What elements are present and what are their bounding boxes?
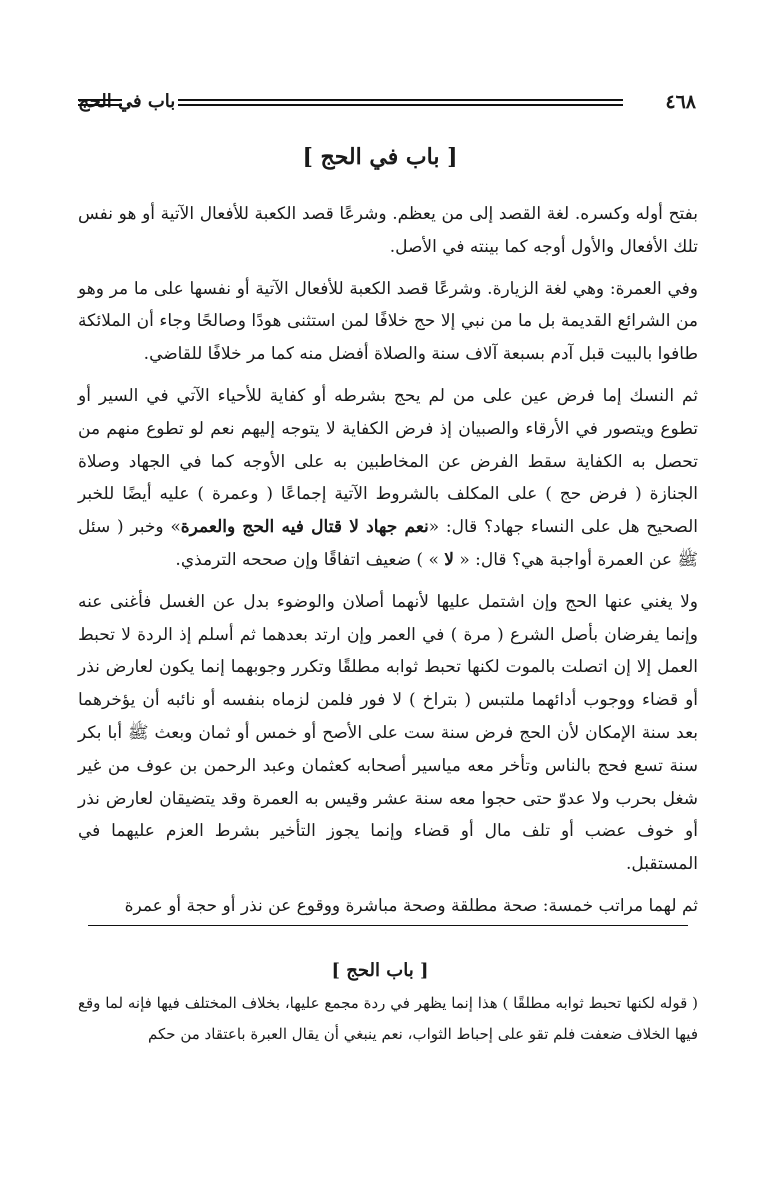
paragraph: وفي العمرة: وهي لغة الزيارة. وشرعًا قصد الكعبة للأفعال الآتية أو نفسها على ما مر وهو من الشرائع القديمة بل ما من نبي إلا حج خلافًا لمن استثنى هودًا وصالحًا وجاء أن الملائكة طافوا بالبيت قبل آدم بسبعة آلاف سنة والصلاة أفضل منه كما مر خلافًا للقاضي. [78, 278, 698, 365]
paragraph: ولا يغني عنها الحج وإن اشتمل عليها لأنهما أصلان والوضوء بدل عن الغسل فأغنى عنه وإنما يفرضان بأصل الشرع ( مرة ) في العمر وإن ارتد بعدهما ثم أسلم إذ الردة لا تحبط العمل إلا إن اتصلت بالموت لكنها تحبط ثوابه مطلقًا وتكرر وجوبهما إنما يكون لعارض نذر أو قضاء ووجوب أدائهما ملتبس ( بتراخ ) لا فور فلمن لزماه بنفسه أو نائبه أن يؤخرهما بعد سنة الإمكان لأن الحج فرض سنة ست على الأصح أو خمس أو ثمان وبعث ﷺ أبا بكر سنة تسع فحج بالناس وتأخر معه مياسير أصحابه كعثمان وعبد الرحمن بن عوف من غير شغل بحرب ولا عدوّ حتى حجوا معه سنة عشر وقيس به العمرة وقد يتضيقان لعارض نذر أو خوف عضب أو تلف مال أو قضاء وإنما يجوز التأخير بشرط العزم عليهما في المستقبل. [78, 591, 698, 875]
hadith-bold-text: لا [444, 549, 454, 570]
footnote-divider [88, 925, 688, 926]
paragraph [78, 380, 698, 577]
header-rule-right [78, 99, 122, 101]
chapter-title: [ باب في الحج ] [302, 144, 458, 170]
page-header [78, 90, 696, 114]
footnote-title: [ باب الحج ] [331, 960, 429, 981]
footnote-text: ( قوله لكنها تحبط ثوابه مطلقًا ) هذا إنما يظهر في ردة مجمع عليها، بخلاف المختلف فيها فإنه لما وقع فيها الخلاف ضعفت فلم تقو على إحباط الثواب، نعم ينبغي أن يقال العبرة باعتقاد من حكم [78, 994, 698, 1043]
main-text [78, 198, 698, 932]
paragraph-text: » وخبر ( سئل ﷺ عن العمرة أواجبة هي؟ قال: « [78, 517, 698, 570]
header-rule-left [178, 99, 623, 101]
page-number: ٤٦٨ [665, 91, 696, 113]
hadith-bold-text: نعم جهاد لا قتال فيه الحج والعمرة [180, 517, 429, 538]
paragraph-text: ثم النسك إما فرض عين على من لم يحج بشرطه أو كفاية للأحياء الآتي في السير أو تطوع ويتصور في الأرقاء والصبيان إذ فرض الكفاية لا يتوجه إليهم نعم لو تطوع منهم من تحصل به الكفاية سقط الفرض عن المخاطبين به على الأوجه كما في الجهاد وصلاة الجنازة ( فرض حج ) على المكلف بالشروط الآتية إجماعًا ( وعمرة ) عليه أيضًا للخبر الصحيح هل على النساء جهاد؟ قال: « [78, 385, 698, 538]
paragraph: ثم لهما مراتب خمسة: صحة مطلقة وصحة مباشرة ووقوع عن نذر أو حجة أو عمرة [124, 895, 698, 916]
paragraph-text: » ) ضعيف اتفاقًا وإن صححه الترمذي. [175, 549, 445, 570]
footnote [78, 988, 698, 1050]
running-title: باب في الحج [78, 91, 176, 112]
paragraph: بفتح أوله وكسره. لغة القصد إلى من يعظم. وشرعًا قصد الكعبة للأفعال الآتية أو هو نفس تلك الأفعال والأول أوجه كما بينته في الأصل. [78, 204, 698, 257]
